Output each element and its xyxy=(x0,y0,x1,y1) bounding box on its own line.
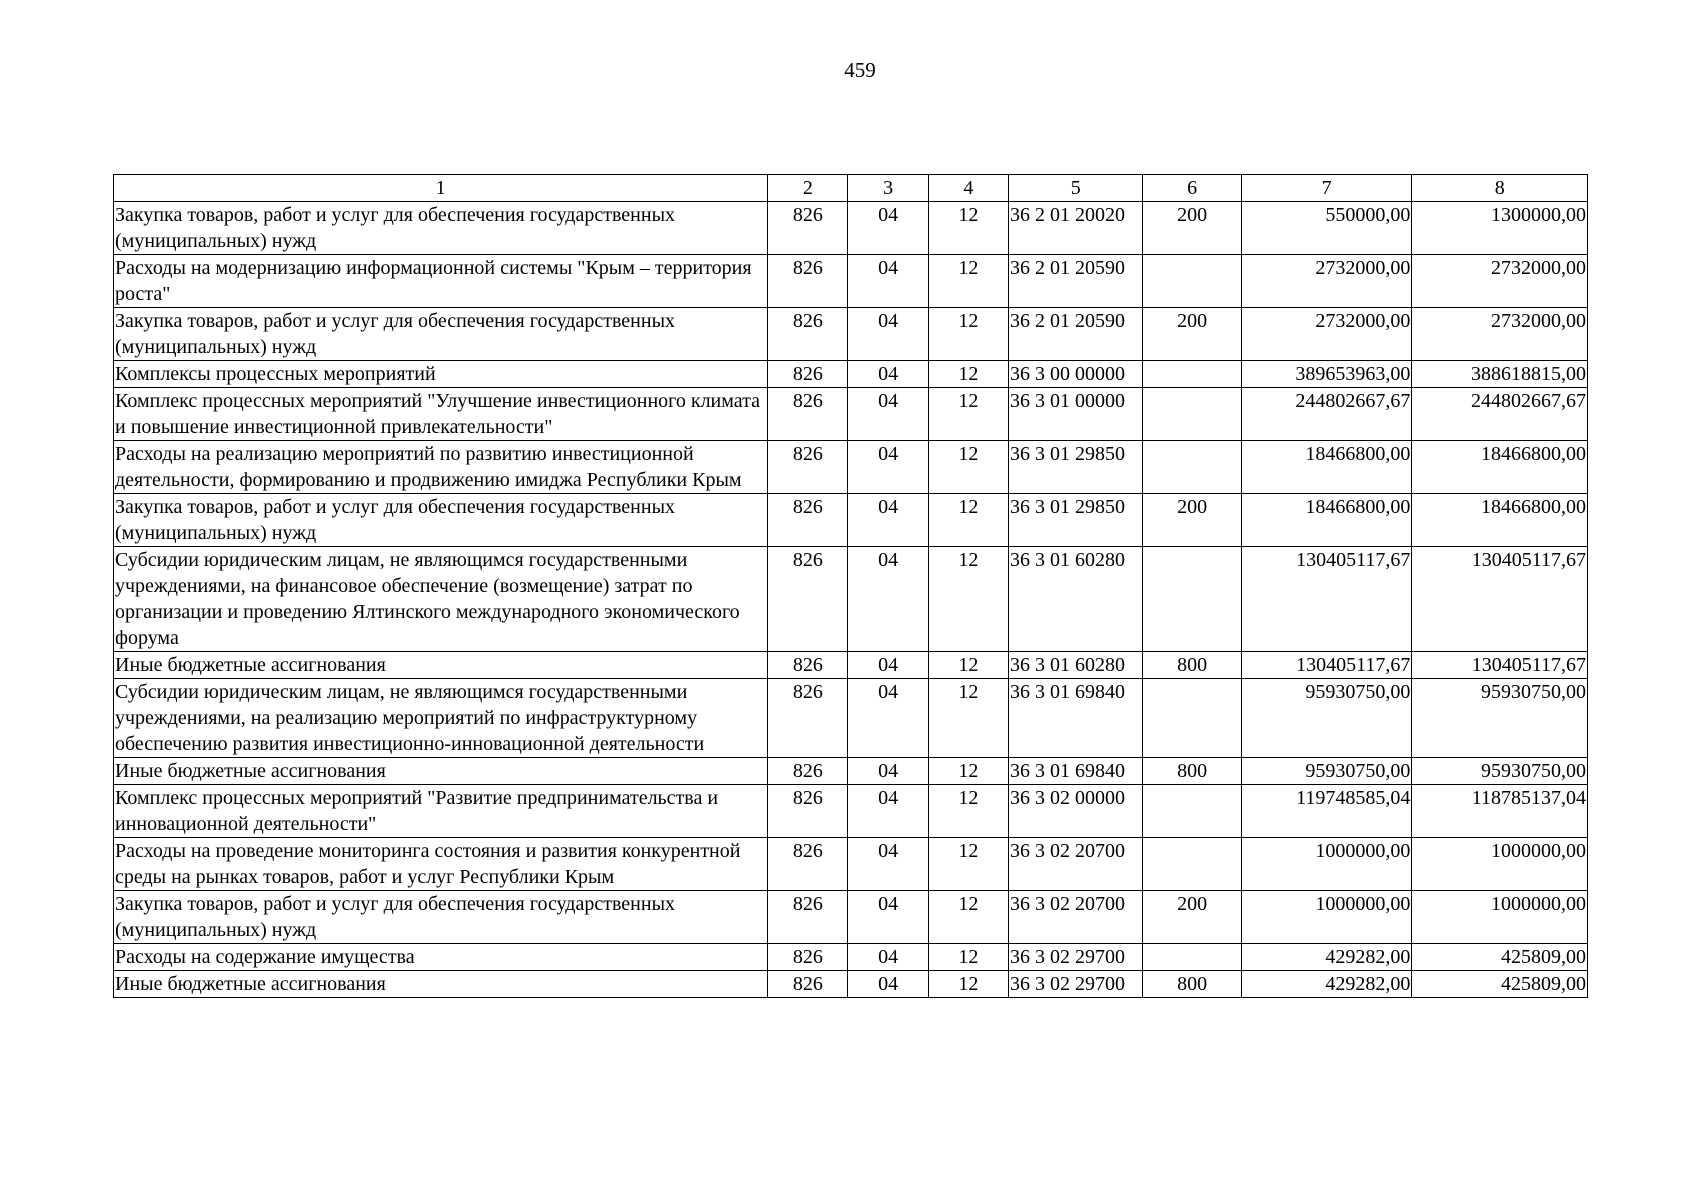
amount-year1-cell: 1000000,00 xyxy=(1241,838,1412,891)
target-article-cell: 36 3 02 20700 xyxy=(1009,838,1143,891)
subsection-code-cell: 04 xyxy=(848,838,928,891)
expense-type-cell xyxy=(1143,944,1241,971)
subsection-code-cell: 04 xyxy=(848,308,928,361)
target-article-cell: 36 3 01 69840 xyxy=(1009,758,1143,785)
row-name-cell: Закупка товаров, работ и услуг для обеспечения государственных (муниципальных) нужд xyxy=(114,202,768,255)
expense-type-cell: 200 xyxy=(1143,494,1241,547)
subsection2-code-cell: 12 xyxy=(928,785,1008,838)
subsection-code-cell: 04 xyxy=(848,494,928,547)
table-row xyxy=(114,891,1588,944)
section-code-cell: 826 xyxy=(768,971,848,998)
target-article-cell: 36 3 00 00000 xyxy=(1009,361,1143,388)
amount-year2-cell: 18466800,00 xyxy=(1412,441,1588,494)
amount-year1-cell: 2732000,00 xyxy=(1241,255,1412,308)
table-row xyxy=(114,255,1588,308)
section-code-cell: 826 xyxy=(768,308,848,361)
table-row xyxy=(114,441,1588,494)
subsection-code-cell: 04 xyxy=(848,891,928,944)
target-article-cell: 36 3 02 00000 xyxy=(1009,785,1143,838)
table-row xyxy=(114,944,1588,971)
subsection2-code-cell: 12 xyxy=(928,679,1008,758)
subsection-code-cell: 04 xyxy=(848,679,928,758)
expense-type-cell xyxy=(1143,361,1241,388)
subsection-code-cell: 04 xyxy=(848,547,928,652)
expense-type-cell xyxy=(1143,547,1241,652)
row-name-cell: Субсидии юридическим лицам, не являющимся государственными учреждениями, на финансовое обеспечение (возмещение) затрат по организации и проведению Ялтинского международного экономического форума xyxy=(114,547,768,652)
amount-year1-cell: 130405117,67 xyxy=(1241,652,1412,679)
subsection-code-cell: 04 xyxy=(848,652,928,679)
table-row xyxy=(114,388,1588,441)
amount-year2-cell: 18466800,00 xyxy=(1412,494,1588,547)
row-name-cell: Комплексы процессных мероприятий xyxy=(114,361,768,388)
section-code-cell: 826 xyxy=(768,891,848,944)
section-code-cell: 826 xyxy=(768,679,848,758)
subsection2-code-cell: 12 xyxy=(928,758,1008,785)
expense-type-cell: 800 xyxy=(1143,971,1241,998)
amount-year1-cell: 130405117,67 xyxy=(1241,547,1412,652)
subsection-code-cell: 04 xyxy=(848,202,928,255)
section-code-cell: 826 xyxy=(768,547,848,652)
amount-year2-cell: 95930750,00 xyxy=(1412,679,1588,758)
section-code-cell: 826 xyxy=(768,255,848,308)
target-article-cell: 36 3 01 29850 xyxy=(1009,441,1143,494)
target-article-cell: 36 3 01 60280 xyxy=(1009,547,1143,652)
target-article-cell: 36 3 01 00000 xyxy=(1009,388,1143,441)
target-article-cell: 36 3 02 20700 xyxy=(1009,891,1143,944)
subsection2-code-cell: 12 xyxy=(928,361,1008,388)
amount-year2-cell: 1000000,00 xyxy=(1412,891,1588,944)
subsection2-code-cell: 12 xyxy=(928,838,1008,891)
subsection2-code-cell: 12 xyxy=(928,547,1008,652)
row-name-cell: Иные бюджетные ассигнования xyxy=(114,971,768,998)
subsection-code-cell: 04 xyxy=(848,971,928,998)
subsection-code-cell: 04 xyxy=(848,758,928,785)
row-name-cell: Закупка товаров, работ и услуг для обеспечения государственных (муниципальных) нужд xyxy=(114,308,768,361)
table-row xyxy=(114,838,1588,891)
column-header: 1 xyxy=(114,175,768,202)
amount-year1-cell: 244802667,67 xyxy=(1241,388,1412,441)
column-header: 6 xyxy=(1143,175,1241,202)
subsection2-code-cell: 12 xyxy=(928,944,1008,971)
target-article-cell: 36 2 01 20590 xyxy=(1009,255,1143,308)
target-article-cell: 36 3 01 69840 xyxy=(1009,679,1143,758)
amount-year1-cell: 550000,00 xyxy=(1241,202,1412,255)
expense-type-cell: 200 xyxy=(1143,202,1241,255)
section-code-cell: 826 xyxy=(768,202,848,255)
subsection2-code-cell: 12 xyxy=(928,494,1008,547)
column-header: 7 xyxy=(1241,175,1412,202)
target-article-cell: 36 2 01 20020 xyxy=(1009,202,1143,255)
column-header: 5 xyxy=(1009,175,1143,202)
header-row xyxy=(114,175,1588,202)
amount-year1-cell: 119748585,04 xyxy=(1241,785,1412,838)
amount-year1-cell: 2732000,00 xyxy=(1241,308,1412,361)
row-name-cell: Расходы на реализацию мероприятий по развитию инвестиционной деятельности, формированию и продвижению имиджа Республики Крым xyxy=(114,441,768,494)
amount-year1-cell: 18466800,00 xyxy=(1241,441,1412,494)
section-code-cell: 826 xyxy=(768,388,848,441)
expense-type-cell: 200 xyxy=(1143,308,1241,361)
expense-type-cell: 800 xyxy=(1143,652,1241,679)
amount-year1-cell: 1000000,00 xyxy=(1241,891,1412,944)
expense-type-cell xyxy=(1143,785,1241,838)
amount-year2-cell: 425809,00 xyxy=(1412,971,1588,998)
expense-type-cell xyxy=(1143,679,1241,758)
row-name-cell: Расходы на проведение мониторинга состояния и развития конкурентной среды на рынках товаров, работ и услуг Республики Крым xyxy=(114,838,768,891)
subsection2-code-cell: 12 xyxy=(928,441,1008,494)
amount-year2-cell: 130405117,67 xyxy=(1412,547,1588,652)
amount-year1-cell: 95930750,00 xyxy=(1241,679,1412,758)
table-row xyxy=(114,758,1588,785)
amount-year2-cell: 118785137,04 xyxy=(1412,785,1588,838)
target-article-cell: 36 3 02 29700 xyxy=(1009,944,1143,971)
amount-year2-cell: 130405117,67 xyxy=(1412,652,1588,679)
row-name-cell: Расходы на модернизацию информационной системы "Крым – территория роста" xyxy=(114,255,768,308)
target-article-cell: 36 3 02 29700 xyxy=(1009,971,1143,998)
amount-year2-cell: 244802667,67 xyxy=(1412,388,1588,441)
subsection-code-cell: 04 xyxy=(848,441,928,494)
amount-year1-cell: 18466800,00 xyxy=(1241,494,1412,547)
table-row xyxy=(114,652,1588,679)
subsection2-code-cell: 12 xyxy=(928,202,1008,255)
amount-year1-cell: 95930750,00 xyxy=(1241,758,1412,785)
row-name-cell: Расходы на содержание имущества xyxy=(114,944,768,971)
amount-year2-cell: 388618815,00 xyxy=(1412,361,1588,388)
subsection2-code-cell: 12 xyxy=(928,891,1008,944)
amount-year2-cell: 425809,00 xyxy=(1412,944,1588,971)
subsection2-code-cell: 12 xyxy=(928,971,1008,998)
subsection2-code-cell: 12 xyxy=(928,388,1008,441)
amount-year2-cell: 2732000,00 xyxy=(1412,255,1588,308)
amount-year1-cell: 429282,00 xyxy=(1241,971,1412,998)
section-code-cell: 826 xyxy=(768,652,848,679)
table-row xyxy=(114,494,1588,547)
subsection2-code-cell: 12 xyxy=(928,652,1008,679)
target-article-cell: 36 3 01 60280 xyxy=(1009,652,1143,679)
table-row xyxy=(114,971,1588,998)
subsection-code-cell: 04 xyxy=(848,785,928,838)
target-article-cell: 36 3 01 29850 xyxy=(1009,494,1143,547)
page-number: 459 xyxy=(844,58,876,82)
section-code-cell: 826 xyxy=(768,944,848,971)
expense-type-cell xyxy=(1143,441,1241,494)
table-row xyxy=(114,308,1588,361)
expense-type-cell xyxy=(1143,255,1241,308)
section-code-cell: 826 xyxy=(768,494,848,547)
row-name-cell: Закупка товаров, работ и услуг для обеспечения государственных (муниципальных) нужд xyxy=(114,494,768,547)
target-article-cell: 36 2 01 20590 xyxy=(1009,308,1143,361)
subsection-code-cell: 04 xyxy=(848,361,928,388)
table-row xyxy=(114,785,1588,838)
column-header: 4 xyxy=(928,175,1008,202)
table-row xyxy=(114,679,1588,758)
expense-type-cell: 800 xyxy=(1143,758,1241,785)
amount-year2-cell: 1300000,00 xyxy=(1412,202,1588,255)
amount-year2-cell: 1000000,00 xyxy=(1412,838,1588,891)
subsection-code-cell: 04 xyxy=(848,944,928,971)
subsection-code-cell: 04 xyxy=(848,388,928,441)
expense-type-cell xyxy=(1143,388,1241,441)
column-header: 2 xyxy=(768,175,848,202)
column-header: 3 xyxy=(848,175,928,202)
expense-type-cell: 200 xyxy=(1143,891,1241,944)
amount-year1-cell: 389653963,00 xyxy=(1241,361,1412,388)
subsection2-code-cell: 12 xyxy=(928,308,1008,361)
amount-year1-cell: 429282,00 xyxy=(1241,944,1412,971)
section-code-cell: 826 xyxy=(768,838,848,891)
table-row xyxy=(114,361,1588,388)
table-row xyxy=(114,202,1588,255)
amount-year2-cell: 2732000,00 xyxy=(1412,308,1588,361)
column-header: 8 xyxy=(1412,175,1588,202)
row-name-cell: Иные бюджетные ассигнования xyxy=(114,758,768,785)
row-name-cell: Комплекс процессных мероприятий "Развитие предпринимательства и инновационной деятельности" xyxy=(114,785,768,838)
row-name-cell: Комплекс процессных мероприятий "Улучшение инвестиционного климата и повышение инвестиционной привлекательности" xyxy=(114,388,768,441)
row-name-cell: Закупка товаров, работ и услуг для обеспечения государственных (муниципальных) нужд xyxy=(114,891,768,944)
subsection-code-cell: 04 xyxy=(848,255,928,308)
table-row xyxy=(114,547,1588,652)
section-code-cell: 826 xyxy=(768,758,848,785)
row-name-cell: Иные бюджетные ассигнования xyxy=(114,652,768,679)
budget-table xyxy=(113,174,1588,998)
amount-year2-cell: 95930750,00 xyxy=(1412,758,1588,785)
section-code-cell: 826 xyxy=(768,361,848,388)
section-code-cell: 826 xyxy=(768,785,848,838)
section-code-cell: 826 xyxy=(768,441,848,494)
subsection2-code-cell: 12 xyxy=(928,255,1008,308)
row-name-cell: Субсидии юридическим лицам, не являющимся государственными учреждениями, на реализацию мероприятий по инфраструктурному обеспечению развития инвестиционно-инновационной деятельности xyxy=(114,679,768,758)
expense-type-cell xyxy=(1143,838,1241,891)
